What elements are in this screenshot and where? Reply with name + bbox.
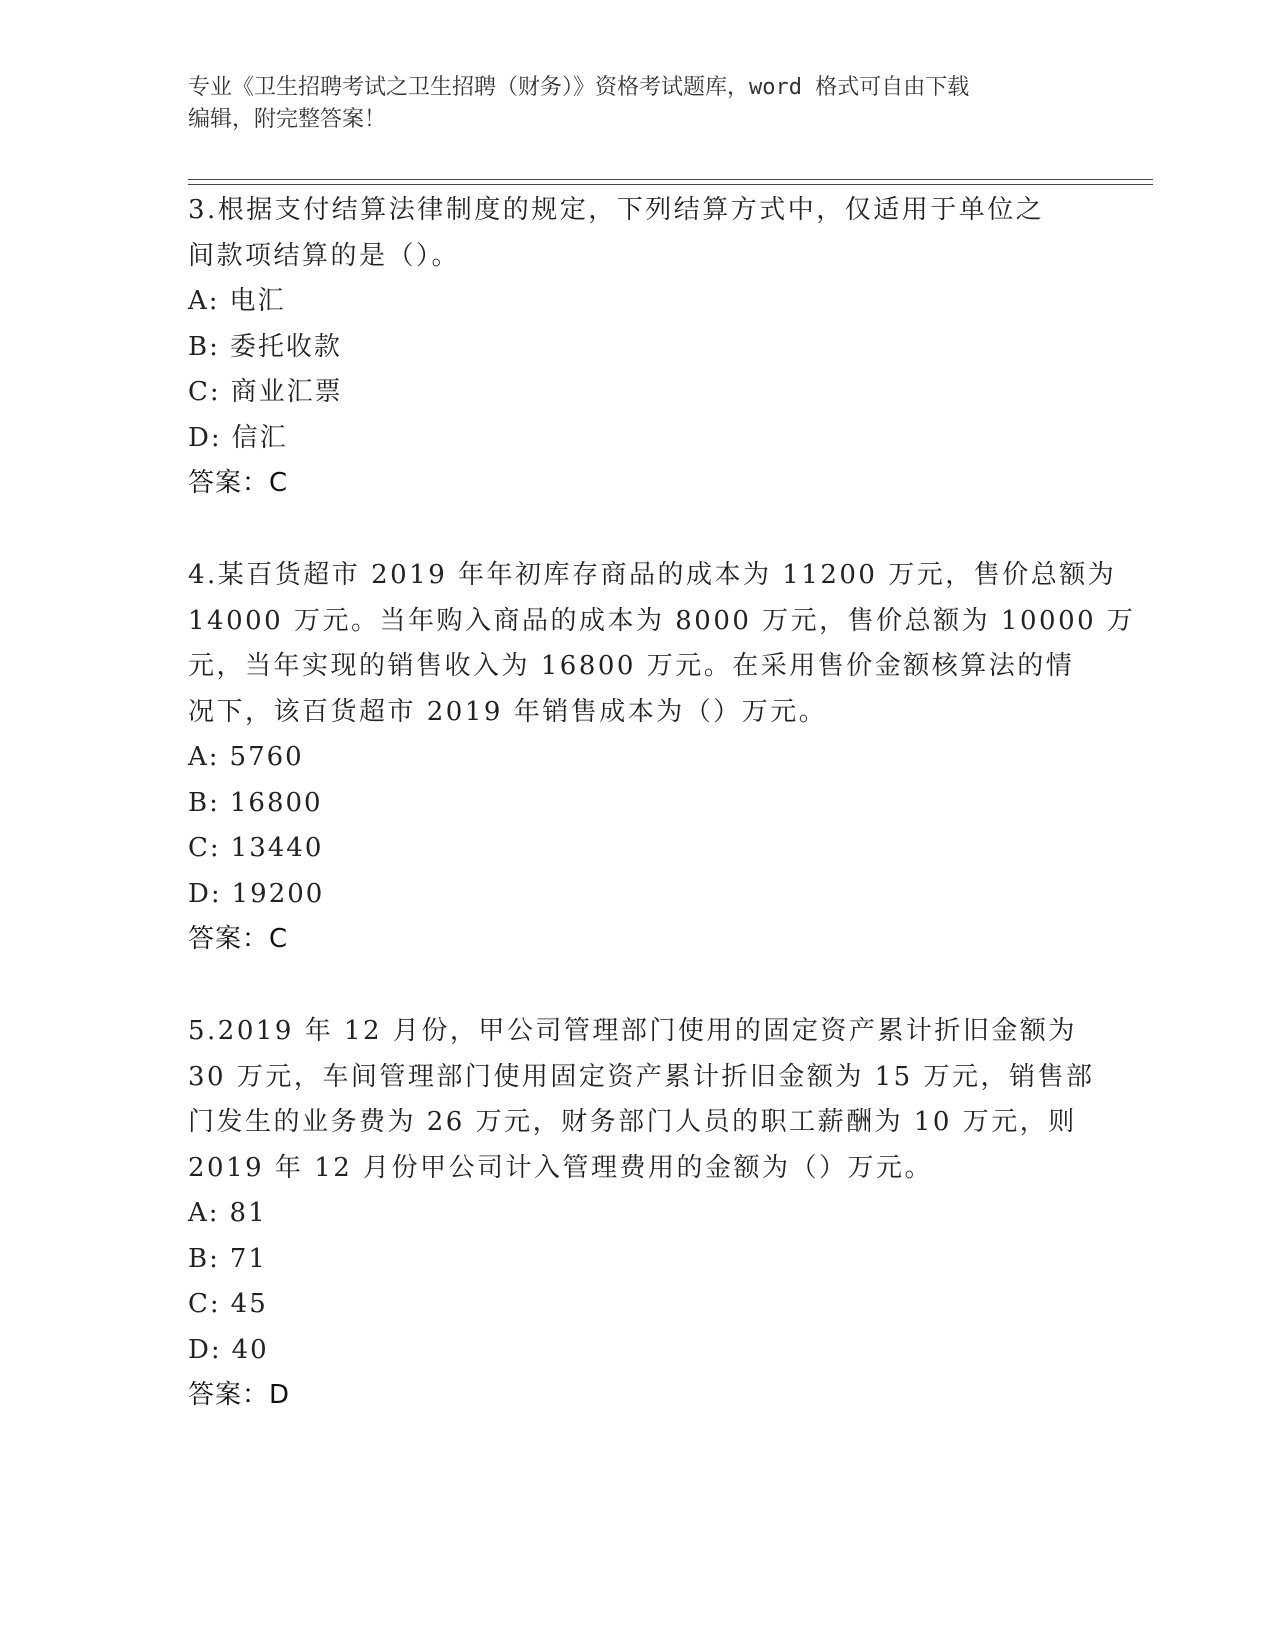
option-separator: : [209, 1289, 221, 1319]
question-stem-line: 间款项结算的是（）。 [188, 240, 461, 271]
question-stem-line: 况下，该百货超市 2019 年销售成本为（）万元。 [188, 696, 828, 727]
question-stem-line: 14000 万元。当年购入商品的成本为 8000 万元，售价总额为 10000 万 [188, 605, 1136, 636]
option-key: B [188, 331, 210, 362]
option-text: 商业汇票 [230, 377, 343, 407]
option-separator: : [208, 286, 220, 316]
question-stem-line: 门发生的业务费为 26 万元，财务部门人员的职工薪酬为 10 万元，则 [188, 1107, 1077, 1137]
option-d [188, 1328, 1078, 1374]
option-key: B [188, 1243, 210, 1274]
option-list [188, 735, 1078, 917]
option-a [188, 279, 1078, 325]
option-list [188, 1191, 1078, 1373]
option-text: 45 [230, 1289, 268, 1319]
option-key: C [188, 833, 210, 863]
question-stem-line: 4.某百货超市 2019 年年初库存商品的成本为 11200 万元，售价总额为 [188, 560, 1117, 590]
option-key: A [188, 1198, 209, 1228]
option-c [188, 370, 1078, 416]
option-key: C [188, 377, 210, 407]
question-stem-line: 元，当年实现的销售收入为 16800 万元。在采用售价金额核算法的情 [188, 651, 1075, 681]
option-key: D [188, 878, 211, 909]
question-3 [188, 188, 1078, 507]
question-stem-line: 5.2019 年 12 月份，甲公司管理部门使用的固定资产累计折旧金额为 [188, 1016, 1077, 1046]
question-stem-line: 3.根据支付结算法律制度的规定，下列结算方式中，仅适用于单位之 [188, 195, 1045, 225]
question-stem-line: 2019 年 12 月份甲公司计入管理费用的金额为（）万元。 [188, 1152, 934, 1183]
header-line-2: 编辑，附完整答案！ [188, 107, 387, 132]
answer-label: 答案：D [188, 1380, 291, 1410]
option-separator: : [210, 422, 222, 453]
question-stem [188, 188, 1078, 279]
option-text: 13440 [230, 833, 324, 863]
option-text: 委托收款 [229, 331, 342, 362]
answer-label: 答案：C [188, 924, 289, 954]
option-b [188, 325, 1078, 371]
option-key: D [188, 1334, 211, 1365]
option-text: 19200 [231, 878, 325, 909]
option-text: 信汇 [231, 422, 288, 453]
option-b [188, 781, 1078, 827]
option-d [188, 872, 1078, 918]
option-separator: : [209, 1243, 220, 1274]
option-key: A [188, 742, 209, 772]
header-divider-bottom [188, 184, 1153, 185]
option-c [188, 1282, 1078, 1328]
option-separator: : [209, 331, 220, 362]
option-b [188, 1237, 1078, 1283]
question-stem [188, 553, 1136, 735]
option-c [188, 826, 1078, 872]
option-separator: : [209, 787, 220, 818]
option-a [188, 1191, 1078, 1237]
question-5 [188, 1009, 1095, 1419]
option-key: B [188, 787, 210, 818]
option-text: 71 [229, 1243, 267, 1274]
option-text: 81 [229, 1198, 267, 1228]
question-stem-line: 30 万元，车间管理部门使用固定资产累计折旧金额为 15 万元，销售部 [188, 1061, 1095, 1092]
option-text: 电汇 [229, 286, 286, 316]
option-separator: : [210, 878, 222, 909]
option-key: C [188, 1289, 210, 1319]
option-key: A [188, 286, 209, 316]
option-separator: : [208, 742, 220, 772]
option-a [188, 735, 1078, 781]
option-d [188, 416, 1078, 462]
header-divider-top [188, 179, 1153, 180]
document-header [188, 72, 1088, 136]
header-line-1: 专业《卫生招聘考试之卫生招聘（财务）》资格考试题库，word 格式可自由下载 [188, 75, 970, 100]
option-separator: : [209, 377, 221, 407]
option-list [188, 279, 1078, 461]
option-key: D [188, 422, 211, 453]
option-text: 16800 [229, 787, 323, 818]
option-separator: : [210, 1334, 222, 1365]
answer-label: 答案：C [188, 468, 289, 498]
option-text: 5760 [229, 742, 304, 772]
option-text: 40 [231, 1334, 269, 1365]
question-4 [188, 553, 1136, 963]
option-separator: : [208, 1198, 220, 1228]
question-stem [188, 1009, 1095, 1191]
option-separator: : [209, 833, 221, 863]
